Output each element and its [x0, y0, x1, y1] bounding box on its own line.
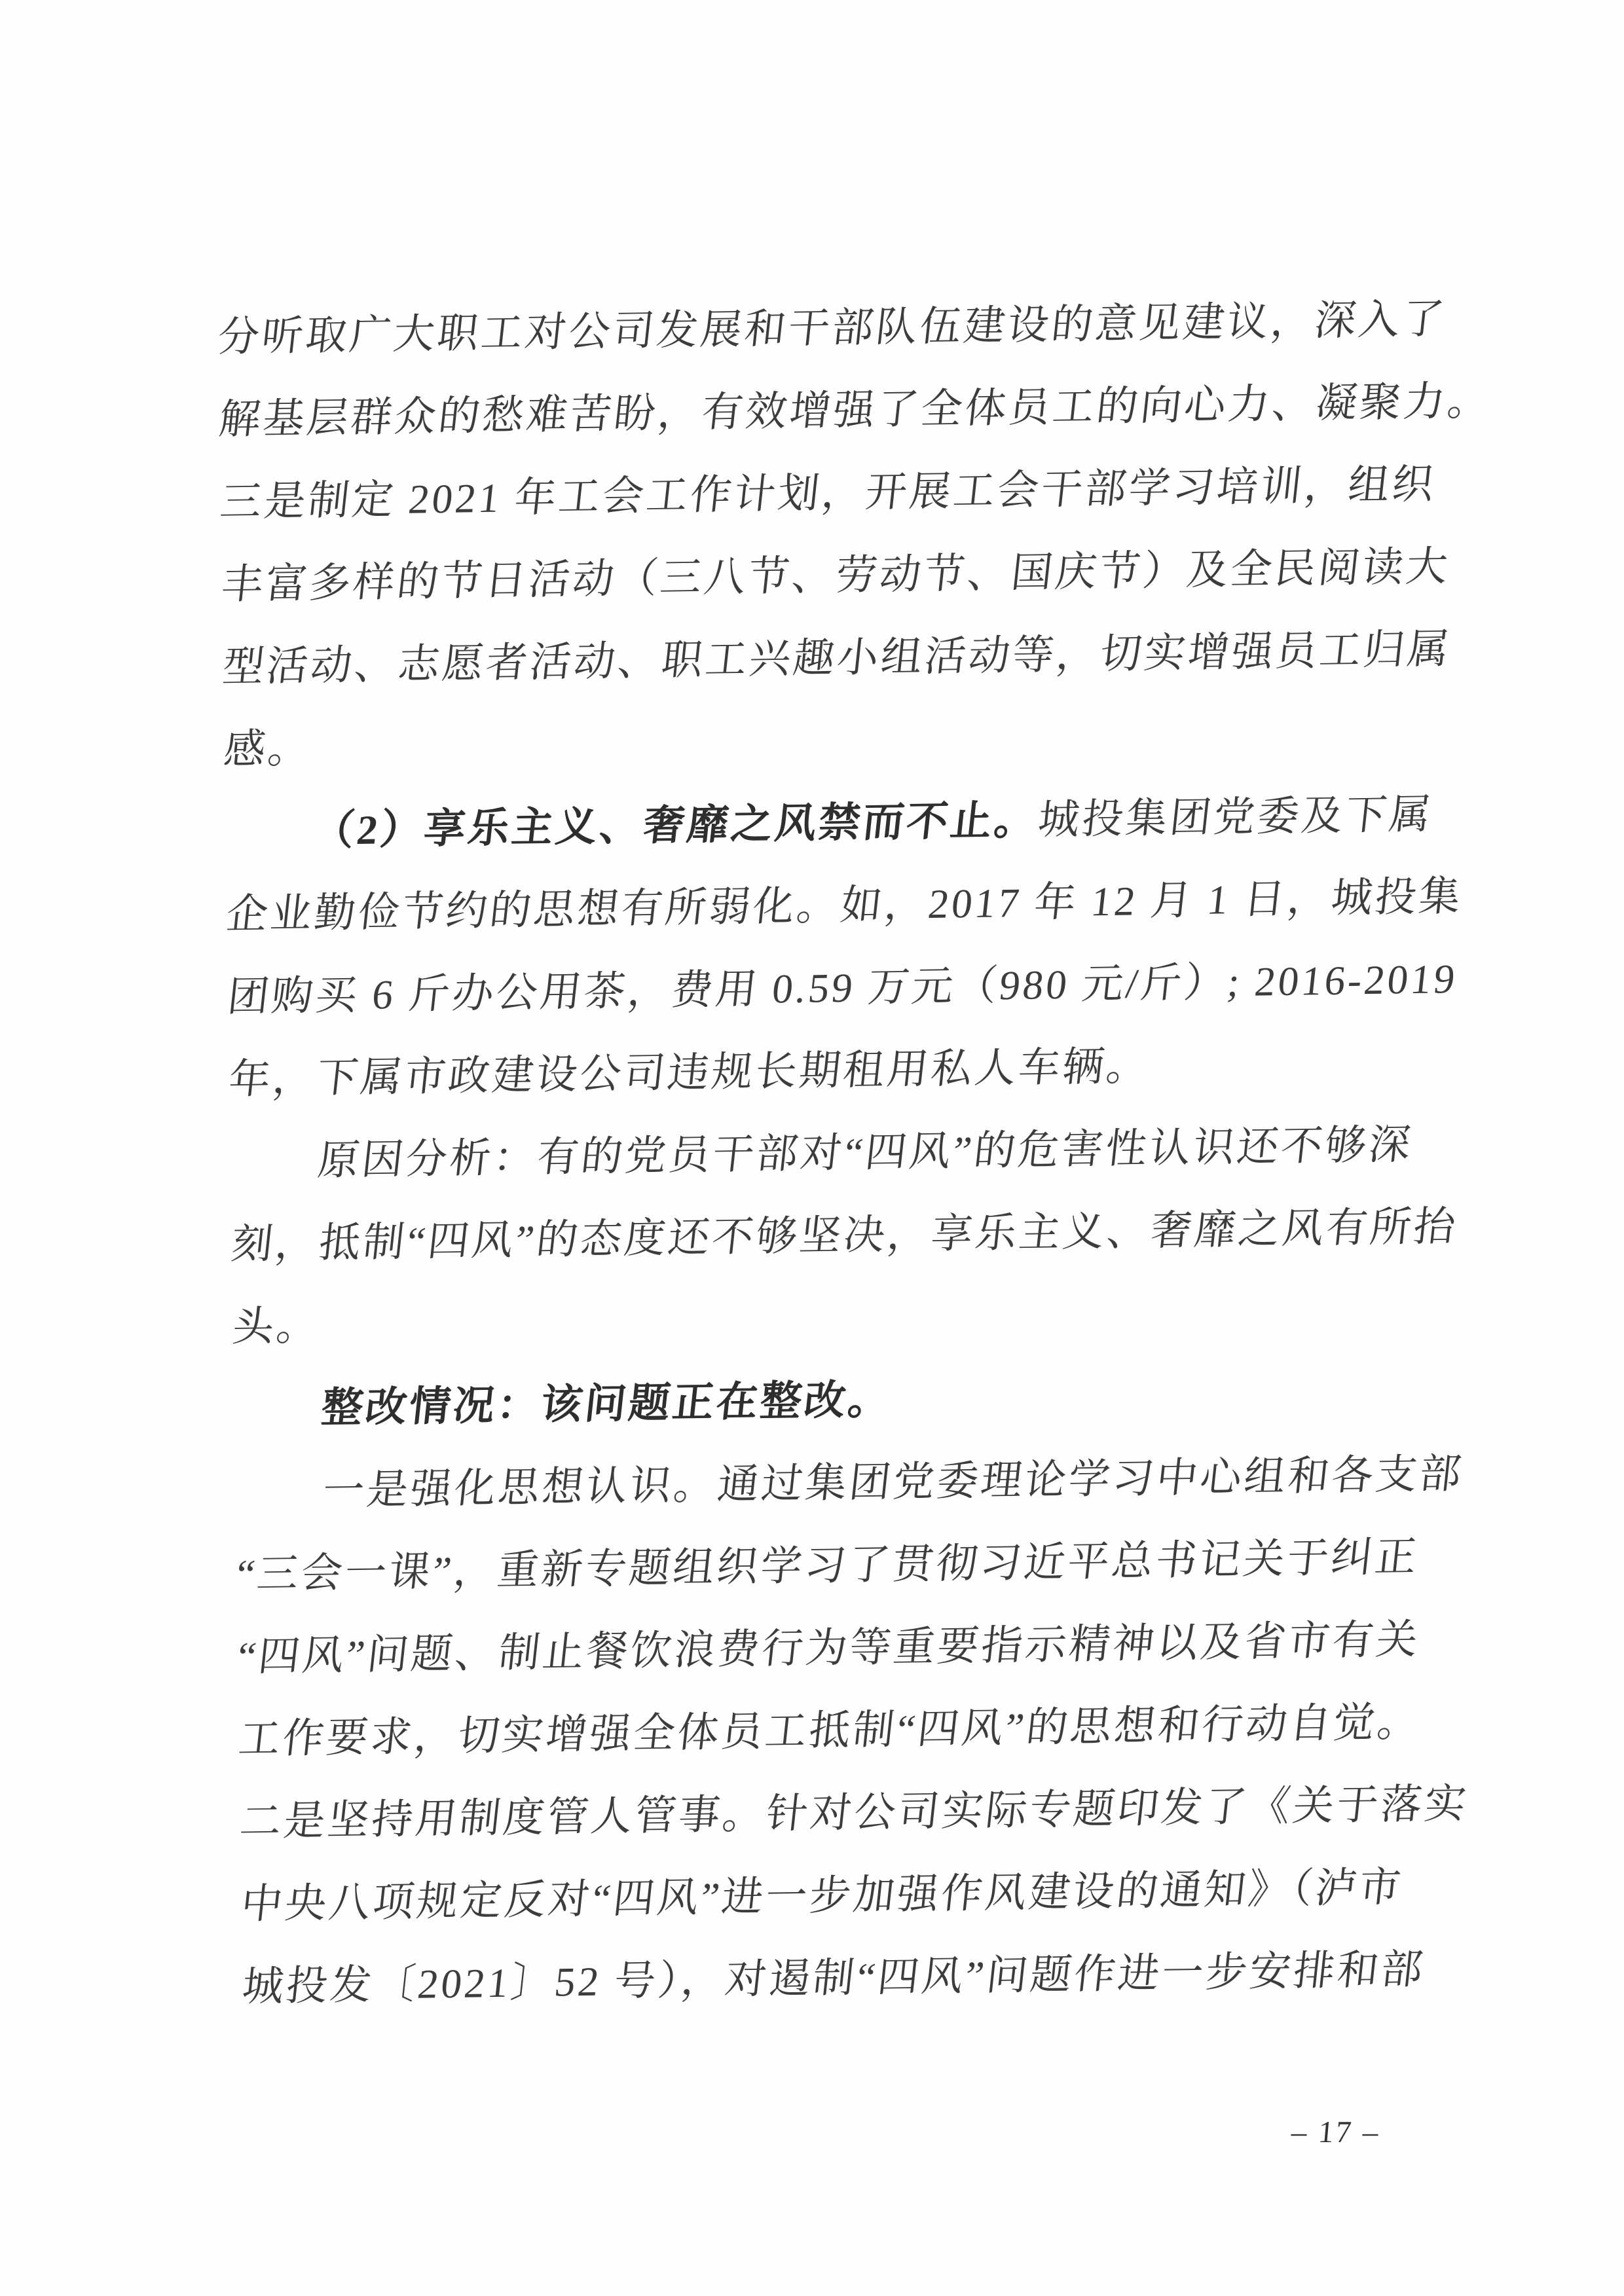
text-segment: 一是强化思想认识。通过集团党委理论学习中心组和各支部: [320, 1450, 1466, 1514]
text-segment: 解基层群众的愁难苦盼，有效增强了全体员工的向心力、凝聚力。: [217, 378, 1494, 443]
text-segment: 工作要求，切实增强全体员工抵制“四风”的思想和行动自觉。: [236, 1698, 1424, 1762]
text-segment: 企业勤俭节约的思想有所弱化。如，2017 年 12 月 1 日，城投集: [224, 873, 1466, 938]
text-segment: 三是制定 2021 年工会工作计划，开展工会干部学习培训，组织: [217, 461, 1439, 526]
text-block: [217, 278, 1500, 2028]
text-segment: 原因分析：有的党员干部对“四风”的危害性认识还不够深: [315, 1121, 1416, 1184]
text-segment: 团购买 6 斤办公用茶，费用 0.59 万元（980 元/斤）; 2016-2019: [225, 955, 1460, 1020]
text-segment: 分听取广大职工对公司发展和干部队伍建设的意见建议，深入了: [215, 296, 1449, 361]
text-segment: 年，下属市政建设公司违规长期租用私人车辆。: [226, 1042, 1153, 1102]
text-segment: 二是坚持用制度管人管事。针对公司实际专题印发了《关于落实: [237, 1780, 1471, 1845]
text-segment: “四风”问题、制止餐饮浪费行为等重要指示精神以及省市有关: [235, 1616, 1423, 1680]
text-segment: 城投集团党委及下属: [1035, 791, 1436, 843]
text-segment: 刻，抵制“四风”的态度还不够坚决，享乐主义、奢靡之风有所抬: [229, 1203, 1461, 1267]
text-segment: 头。: [230, 1302, 323, 1350]
page-number: – 17 –: [1289, 2115, 1382, 2149]
bold-text-segment: （2）享乐主义、奢靡之风禁而不止。: [310, 797, 1041, 854]
text-segment: 丰富多样的节日活动（三八节、劳动节、国庆节）及全民阅读大: [219, 543, 1453, 608]
text-segment: 中央八项规定反对“四风”进一步加强作风建设的通知》（泸市: [238, 1864, 1406, 1927]
text-segment: 感。: [221, 725, 315, 773]
text-segment: “三会一课”，重新专题组织学习了贯彻习近平总书记关于纠正: [234, 1533, 1422, 1597]
text-segment: 型活动、志愿者活动、职工兴趣小组活动等，切实增强员工归属: [220, 626, 1454, 690]
bold-text-segment: 整改情况：该问题正在整改。: [319, 1376, 895, 1431]
text-segment: 城投发〔2021〕52 号），对遏制“四风”问题作进一步安排和部: [240, 1946, 1428, 2010]
